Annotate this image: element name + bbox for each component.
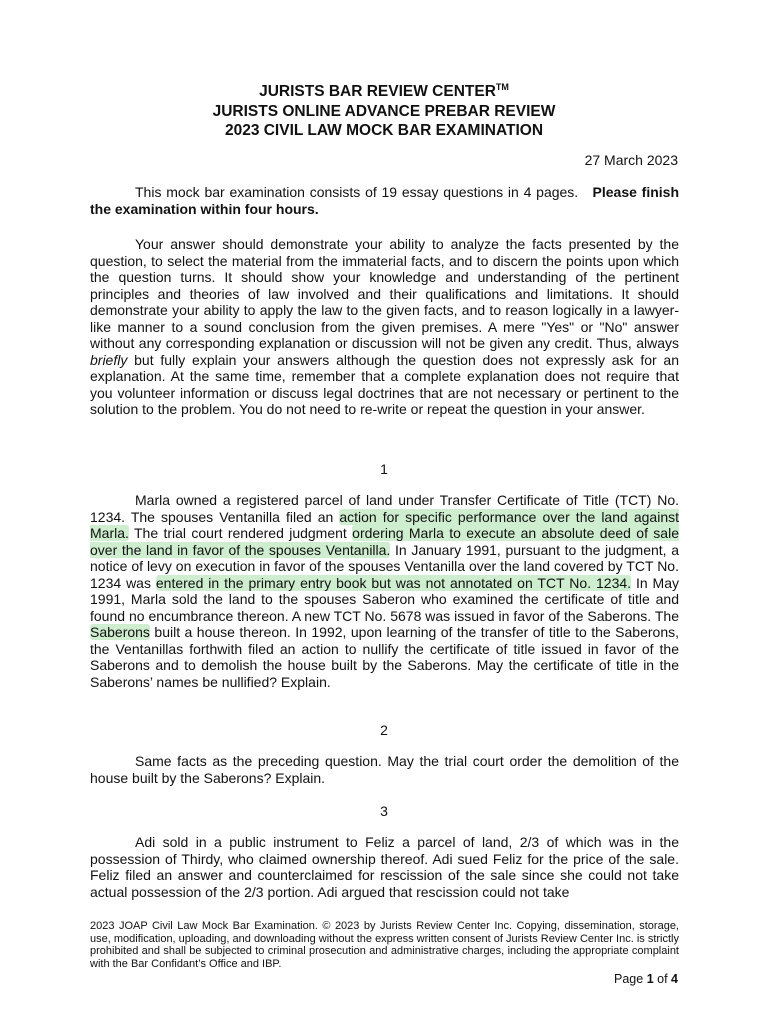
- highlight-3: entered in the primary entry book but was not annotated on TCT No. 1234.: [155, 574, 632, 591]
- emphasis-briefly: briefly: [90, 351, 128, 368]
- question-1-text: Marla owned a registered parcel of land under Transfer Certificate of Title (TCT) No. 1234. The spouses Ventanilla filed an action for specific performance over the land against Marla. The trial court rendered judgment ordering Marla to execute an absolute deed of sale over the land in favor of the spouses Ventanilla. In January 1991, pursuant to the judgment, a notice of levy on execution in favor of the spouses Ventanilla over the land covered by TCT No. 1234 was entered in the primary entry book but was not annotated on TCT No. 1234. In May 1991, Marla sold the land to the spouses Saberon who examined the certificate of title and found no encumbrance thereon. A new TCT No. 5678 was issued in favor of the Saberons. The Saberons built a house thereon. In 1992, upon learning of the transfer of title to the Saberons, the Ventanillas forthwith filed an action to nullify the certificate of title issued in favor of the Saberons and to demolish the house built by the Saberons. May the certificate of title in the Saberons’ names be nullified? Explain.: [90, 492, 680, 690]
- document-header: [0, 78, 768, 141]
- question-number-3: 3: [380, 803, 388, 819]
- intro-instruction: Please finish the examination within four hours.: [90, 184, 679, 217]
- trademark-mark: TM: [495, 82, 509, 92]
- page-number: Page 1 of 4: [614, 972, 678, 986]
- intro-paragraph-2: Your answer should demonstrate your ability to analyze the facts presented by the question, to select the material from the immaterial facts, and to discern the points upon which the question turns. It should show your knowledge and understanding of the pertinent principles and theories of law involved and their qualifications and limitations. It should demonstrate your ability to apply the law to the given facts, and to reason logically in a lawyer-like manner to a sound conclusion from the given premises. A mere "Yes" or "No" answer without any corresponding explanation or discussion will not be given any credit. Thus, always briefly but fully explain your answers although the question does not expressly ask for an explanation. At the same time, remember that a complete explanation does not require that you volunteer information or discuss legal doctrines that are not necessary or pertinent to the solution to the problem. You do not need to re-write or repeat the question in your answer.: [90, 236, 679, 417]
- question-number-1: 1: [380, 461, 388, 477]
- copyright-footer: 2023 JOAP Civil Law Mock Bar Examination. © 2023 by Jurists Review Center Inc. Copying, dissemination, storage, use, modification, uploading, and downloading without the express written consent of Jurists Review Center Inc. is strictly prohibited and shall be subjected to criminal prosecution and administrative charges, including the appropriate complaint with the Bar Confidant’s Office and IBP.: [90, 920, 679, 970]
- question-number-2: 2: [380, 722, 388, 738]
- exam-date: 27 March 2023: [584, 152, 678, 168]
- highlight-4: Saberons: [90, 624, 150, 640]
- highlight-1: action for specific performance over the land against Marla.: [90, 508, 679, 541]
- header-line-2: JURISTS ONLINE ADVANCE PREBAR REVIEW: [212, 102, 556, 120]
- header-line-1: JURISTS BAR REVIEW CENTER™: [259, 82, 509, 100]
- highlight-2: ordering Marla to execute an absolute deed of sale over the land in favor of the spouses Ventanilla.: [90, 525, 679, 558]
- question-3-text: Adi sold in a public instrument to Feliz a parcel of land, 2/3 of which was in the possession of Thirdy, who claimed ownership thereof. Adi sued Feliz for the price of the sale. Feliz filed an answer and counterclaimed for rescission of the sale since she could not take actual possession of the 2/3 portion. Adi argued that rescission could not take: [90, 834, 679, 900]
- intro-paragraph-1: This mock bar examination consists of 19 essay questions in 4 pages. Please finish the examination within four hours.: [90, 184, 679, 217]
- question-2-text: Same facts as the preceding question. May the trial court order the demolition of the house built by the Saberons? Explain.: [90, 753, 679, 786]
- header-line-3: 2023 CIVIL LAW MOCK BAR EXAMINATION: [224, 122, 544, 139]
